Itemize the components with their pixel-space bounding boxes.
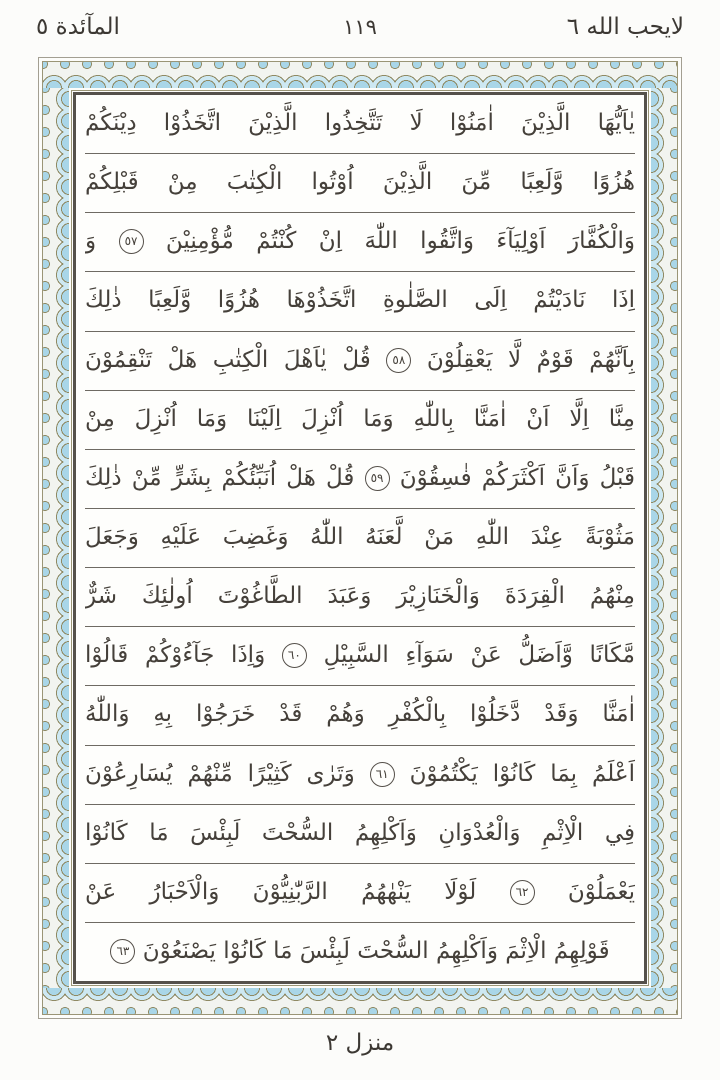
ayah-text: مَثُوْبَةً عِنْدَ اللّٰهِ مَنْ لَّعَنَهُ اللّٰهُ وَغَضِبَ عَلَيْهِ وَجَعَلَ	[85, 523, 635, 550]
quran-line	[85, 95, 635, 154]
ayah-number-marker: ٥٩	[365, 466, 390, 491]
surah-name-label: المآئدة ٥	[36, 14, 120, 40]
ayah-number-marker: ٦٠	[282, 643, 307, 668]
ayah-text: قُلْ يٰاَهْلَ الْكِتٰبِ هَلْ تَنْقِمُوْنَ	[85, 346, 371, 373]
quran-line	[85, 272, 635, 331]
ayah-number-marker: ٦٣	[110, 939, 135, 964]
page-number: ١١٩	[343, 15, 377, 39]
ayah-number-marker: ٦١	[370, 762, 395, 787]
quran-line	[85, 450, 635, 509]
border-ornament-top	[43, 62, 677, 88]
quran-line	[85, 391, 635, 450]
ayah-text: اٰمَنَّا وَقَدْ دَّخَلُوْا بِالْكُفْرِ وَهُمْ قَدْ خَرَجُوْا بِهِ وَاللّٰهُ	[85, 701, 635, 728]
ayah-number-marker: ٥٧	[119, 229, 144, 254]
quran-line	[85, 686, 635, 745]
ayah-text: فِي الْاِثْمِ وَالْعُدْوَانِ وَاَكْلِهِمُ السُّحْتَ لَبِئْسَ مَا كَانُوْا	[85, 819, 635, 846]
border-ornament-left	[43, 88, 69, 988]
ayah-text: مَّكَانًا وَّاَضَلُّ عَنْ سَوَآءِ السَّبِيْلِ	[323, 642, 635, 669]
ayah-text: وَالْكُفَّارَ اَوْلِيَآءَ وَاتَّقُوا اللّٰهَ اِنْ كُنْتُمْ مُّؤْمِنِيْنَ	[165, 228, 635, 255]
ayah-text: اَعْلَمُ بِمَا كَانُوْا يَكْتُمُوْنَ	[409, 760, 635, 787]
ayah-text: وَتَرٰى كَثِيْرًا مِّنْهُمْ يُسَارِعُوْنَ	[85, 760, 355, 787]
ayah-text: يَعْمَلُوْنَ	[567, 878, 635, 905]
quran-line	[85, 923, 635, 981]
ayah-text: يٰاَيُّهَا الَّذِيْنَ اٰمَنُوْا لَا تَتَّخِذُوا الَّذِيْنَ اتَّخَذُوْا دِيْنَكُمْ	[85, 110, 635, 136]
quran-line	[85, 864, 635, 923]
inner-text-frame	[73, 92, 647, 984]
ayah-text: اِذَا نَادَيْتُمْ اِلَى الصَّلٰوةِ اتَّخَذُوْهَا هُزُوًا وَّلَعِبًا ذٰلِكَ	[85, 287, 635, 314]
quran-line	[85, 805, 635, 864]
ayah-text: مِنَّا اِلَّا اَنْ اٰمَنَّا بِاللّٰهِ وَمَا اُنْزِلَ اِلَيْنَا وَمَا اُنْزِلَ مِنْ	[85, 405, 635, 432]
ayah-text: قَبْلُ وَاَنَّ اَكْثَرَكُمْ فٰسِقُوْنَ	[399, 464, 635, 491]
ayah-text: وَ	[85, 228, 97, 255]
border-ornament-bottom	[43, 988, 677, 1014]
quran-line	[85, 568, 635, 627]
ornament-band	[42, 61, 678, 1015]
ayah-text: لَوْلَا يَنْهٰهُمُ الرَّبّٰنِيُّوْنَ وَالْاَحْبَارُ عَنْ	[85, 878, 477, 905]
ayah-text: هُزُوًا وَّلَعِبًا مِّنَ الَّذِيْنَ اُوْتُوا الْكِتٰبَ مِنْ قَبْلِكُمْ	[85, 169, 635, 196]
ayah-text: مِنْهُمُ الْقِرَدَةَ وَالْخَنَازِيْرَ وَعَبَدَ الطَّاغُوْتَ اُولٰئِكَ شَرٌّ	[85, 583, 635, 610]
quran-line	[85, 509, 635, 568]
quran-line	[85, 332, 635, 391]
quran-line	[85, 213, 635, 272]
ayah-text: بِاَنَّهُمْ قَوْمٌ لَّا يَعْقِلُوْنَ	[426, 346, 635, 373]
decorative-border-frame	[38, 57, 682, 1019]
quran-line	[85, 627, 635, 686]
juz-name-label: لايحب الله ٦	[566, 14, 684, 40]
border-ornament-right	[651, 88, 677, 988]
quran-text-area	[76, 95, 644, 981]
manzil-label: منزل ٢	[325, 1030, 395, 1056]
ayah-number-marker: ٥٨	[386, 348, 411, 373]
ayah-text: قَوْلِهِمُ الْاِثْمَ وَاَكْلِهِمُ السُّحْتَ لَبِئْسَ مَا كَانُوْا يَصْنَعُوْنَ	[142, 937, 610, 964]
ayah-text: وَاِذَا جَآءُوْكُمْ قَالُوْا	[85, 642, 266, 669]
ayah-number-marker: ٦٢	[510, 880, 535, 905]
quran-line	[85, 746, 635, 805]
quran-line	[85, 154, 635, 213]
ayah-text: قُلْ هَلْ اُنَبِّئُكُمْ بِشَرٍّ مِّنْ ذٰلِكَ	[85, 464, 355, 491]
